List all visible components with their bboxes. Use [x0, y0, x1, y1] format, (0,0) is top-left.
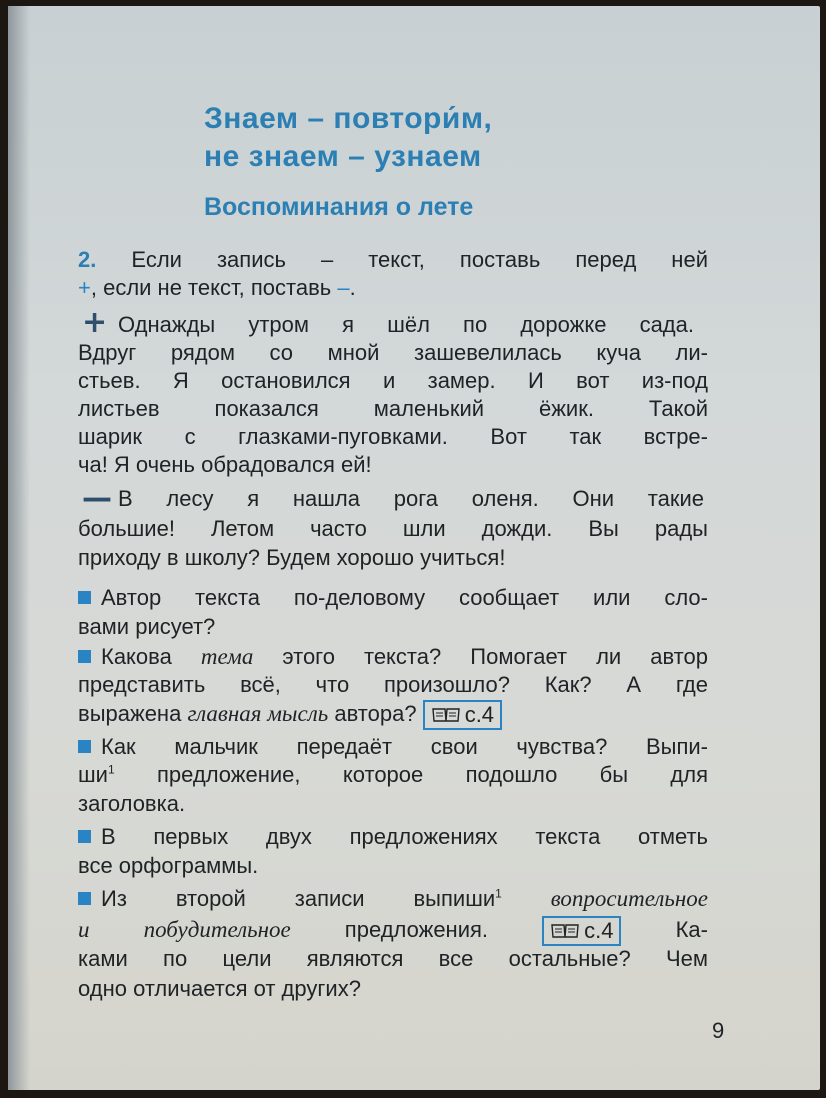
- record2-line: большие! Летом часто шли дожди. Вы рады: [78, 516, 708, 541]
- question-5: Из второй записи выпиши$^1$ вопросительное: [78, 886, 708, 912]
- title-line-2: не знаем – узнаем: [204, 140, 482, 173]
- record2-line: приходу в школу? Будем хорошо учиться!: [78, 545, 506, 570]
- page-binding-shadow: [8, 6, 30, 1090]
- footnote-mark: 1: [495, 886, 502, 901]
- footnote-mark: 1: [107, 762, 115, 777]
- page-number: 9: [712, 1018, 725, 1043]
- book-icon: [431, 706, 461, 724]
- bullet-square-icon: [78, 650, 91, 663]
- record1-line: шарик с глазками-пуговками. Вот так встре-: [78, 424, 708, 449]
- record1-line: стьев. Я остановился и замер. И вот из-под: [78, 368, 708, 393]
- exercise-task-line-1: 2. Если запись – текст, поставь перед ней: [78, 247, 708, 272]
- handwritten-plus-mark: +: [82, 305, 108, 340]
- section-subtitle: Воспоминания о лете: [204, 193, 474, 221]
- minus-sign: –: [337, 275, 350, 300]
- record1-line: Однажды утром я шёл по дорожке сада.: [118, 312, 694, 337]
- question-2-cont: представить всё, что произошло? Как? А где: [78, 672, 708, 697]
- question-3: Как мальчик передаёт свои чувства? Выпи-: [78, 734, 708, 760]
- reference-box: с.4: [423, 700, 502, 730]
- record2-line: В лесу я нашла рога оленя. Они такие: [118, 486, 704, 511]
- bullet-square-icon: [78, 591, 91, 604]
- question-1: Автор текста по-деловому сообщает или сло-: [78, 585, 708, 611]
- handwritten-minus-mark: —: [82, 481, 112, 516]
- plus-sign: +: [78, 275, 91, 300]
- question-3-cont: заголовка.: [78, 791, 186, 816]
- exercise-task-line-2: +, если не текст, поставь –.: [78, 275, 356, 300]
- record1-line: Вдруг рядом со мной зашевелилась куча ли-: [78, 340, 708, 365]
- record1-line: ча! Я очень обрадовался ей!: [78, 452, 372, 477]
- question-4-cont: все орфограммы.: [78, 853, 259, 878]
- question-4: В первых двух предложениях текста отметь: [78, 824, 708, 850]
- question-5-cont: одно отличается от других?: [78, 976, 361, 1001]
- question-2-cont: выражена главная мысль автора? с.4: [78, 700, 708, 730]
- question-2: Какова тема этого текста? Помогает ли автор: [78, 644, 708, 670]
- bullet-square-icon: [78, 892, 91, 905]
- title-line-1: Знаем – повтори́м,: [204, 102, 493, 135]
- question-5-cont: и побудительное предложения. с.4 Ка-: [78, 916, 708, 946]
- book-icon: [550, 922, 580, 940]
- reference-box: с.4: [542, 916, 621, 946]
- record1-line: листьев показался маленький ёжик. Такой: [78, 396, 708, 421]
- bullet-square-icon: [78, 740, 91, 753]
- question-3-cont: $ши^1$ предложение, которое подошло бы для: [78, 762, 708, 787]
- bullet-square-icon: [78, 830, 91, 843]
- exercise-number: 2.: [78, 247, 97, 272]
- question-5-cont: ками по цели являются все остальные? Чем: [78, 946, 708, 971]
- question-1-cont: вами рисует?: [78, 614, 216, 639]
